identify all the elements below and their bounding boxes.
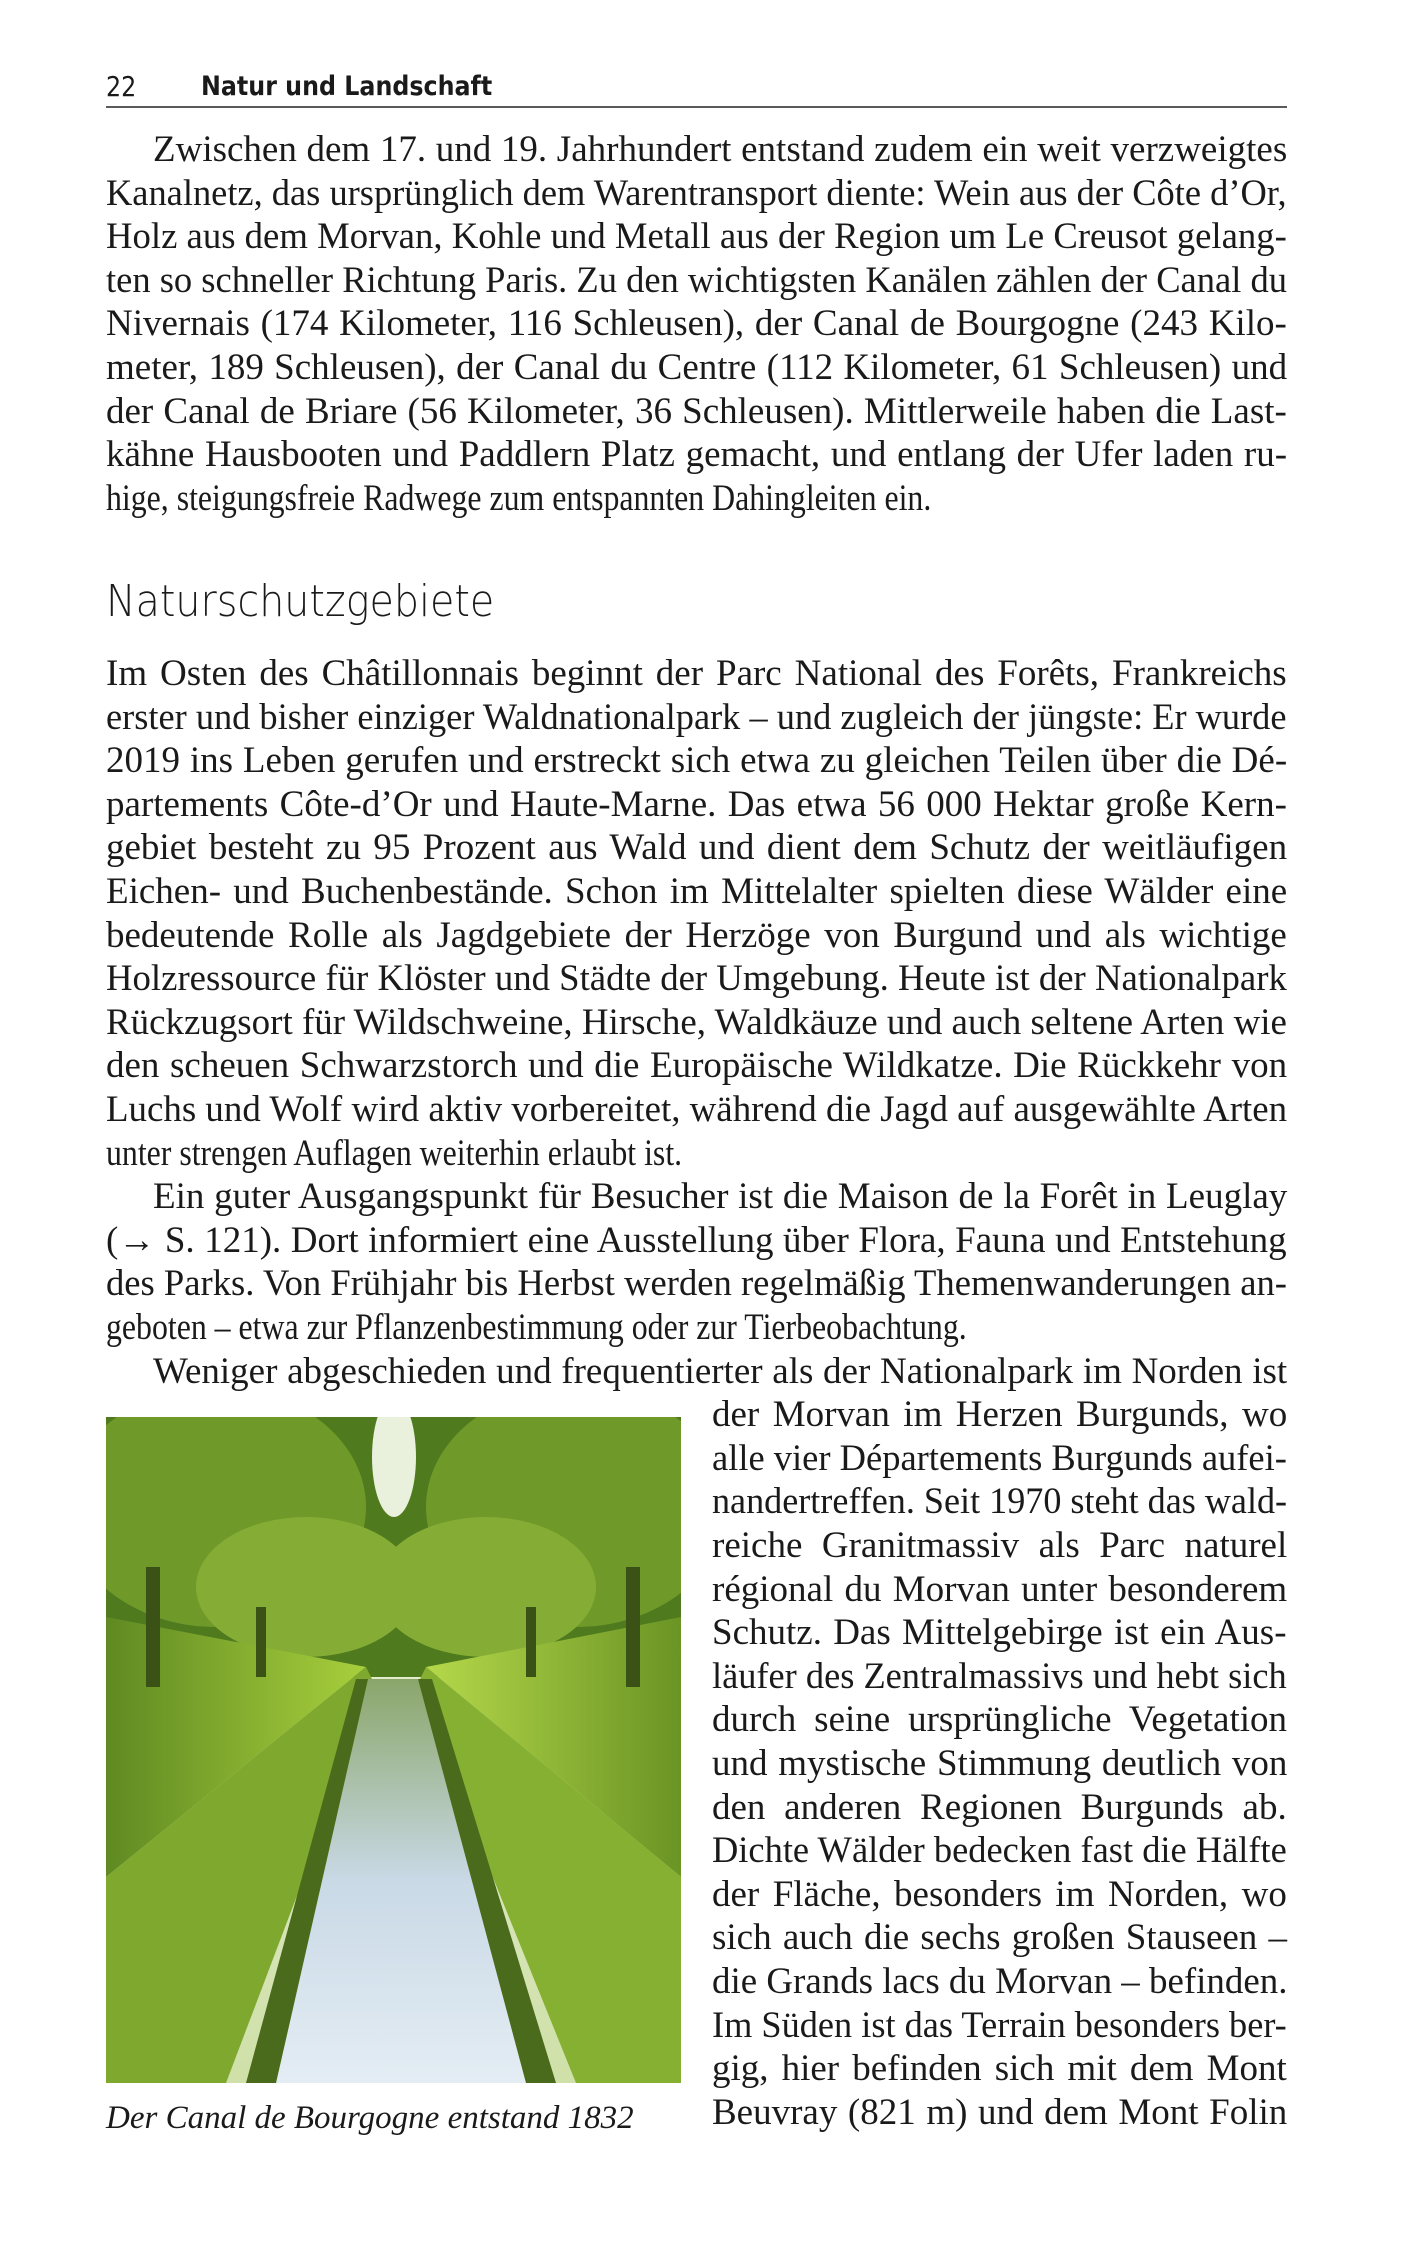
section-heading: Naturschutzgebiete xyxy=(106,576,495,627)
header-rule xyxy=(106,106,1287,108)
text-line: Kanalnetz, das ursprünglich dem Warentransport diente: Wein aus der Côte d’Or, xyxy=(106,172,1287,214)
text-line: geboten – etwa zur Pflanzenbestimmung oder zur Tierbeobachtung. xyxy=(106,1307,967,1348)
text-line: der Canal de Briare (56 Kilometer, 36 Schleusen). Mittlerweile haben die Last- xyxy=(106,390,1287,432)
text-line: der Morvan im Herzen Burgunds, wo xyxy=(712,1394,1288,1436)
text-line: bedeutende Rolle als Jagdgebiete der Herzöge von Burgund und als wichtige xyxy=(106,914,1287,956)
text-line: Holz aus dem Morvan, Kohle und Metall aus der Region um Le Creusot gelang- xyxy=(106,216,1287,258)
text-line: meter, 189 Schleusen), der Canal du Centre (112 Kilometer, 61 Schleusen) und xyxy=(106,347,1288,388)
text-line: Rückzugsort für Wildschweine, Hirsche, Waldkäuze und auch seltene Arten wie xyxy=(106,1001,1287,1043)
text-line: Ein guter Ausgangspunkt für Besucher ist die Maison de la Forêt in Leuglay xyxy=(153,1176,1288,1218)
text-line: régional du Morvan unter besonderem xyxy=(712,1568,1288,1610)
text-line: und mystische Stimmung deutlich von xyxy=(712,1743,1288,1784)
text-line: Luchs und Wolf wird aktiv vorbereitet, während die Jagd auf ausgewählte Arten xyxy=(106,1089,1288,1130)
text-line: 2019 ins Leben gerufen und erstreckt sich etwa zu gleichen Teilen über die Dé- xyxy=(106,740,1288,782)
text-line: läufer des Zentralmassivs und hebt sich xyxy=(712,1655,1287,1697)
text-line: den anderen Regionen Burgunds ab. xyxy=(712,1786,1287,1828)
text-line: hige, steigungsfreie Radwege zum entspannten Dahingleiten ein. xyxy=(106,477,932,519)
canal-photo-illustration xyxy=(106,1417,681,2083)
figure-caption: Der Canal de Bourgogne entstand 1832 xyxy=(106,2100,634,2136)
text-line: sich auch die sechs großen Stauseen – xyxy=(712,1917,1288,1959)
text-line: unter strengen Auflagen weiterhin erlaubt ist. xyxy=(106,1132,683,1174)
text-line: Nivernais (174 Kilometer, 116 Schleusen), der Canal de Bourgogne (243 Kilo- xyxy=(106,303,1287,345)
text-line: der Fläche, besonders im Norden, wo xyxy=(712,1873,1287,1915)
text-line: die Grands lacs du Morvan – befinden. xyxy=(712,1961,1288,2002)
text-line: den scheuen Schwarzstorch und die Europäische Wildkatze. Die Rückkehr von xyxy=(106,1045,1288,1087)
text-line: Im Süden ist das Terrain besonders ber- xyxy=(712,2004,1287,2046)
text-line: durch seine ursprüngliche Vegetation xyxy=(712,1699,1288,1741)
text-line: (→ S. 121). Dort informiert eine Ausstellung über Flora, Fauna und Entstehung xyxy=(106,1219,1287,1261)
text-line: Schutz. Das Mittelgebirge ist ein Aus- xyxy=(712,1612,1287,1654)
text-line: gebiet besteht zu 95 Prozent aus Wald und dient dem Schutz der weitläufigen xyxy=(106,827,1288,869)
text-line: kähne Hausbooten und Paddlern Platz gemacht, und entlang der Ufer laden ru- xyxy=(106,434,1288,476)
text-line: reiche Granitmassiv als Parc naturel xyxy=(712,1525,1288,1566)
text-line: partements Côte-d’Or und Haute-Marne. Das etwa 56 000 Hektar große Kern- xyxy=(106,783,1287,825)
text-line: ten so schneller Richtung Paris. Zu den wichtigsten Kanälen zählen der Canal du xyxy=(106,259,1287,301)
canal-photo xyxy=(106,1417,681,2083)
section-title: Natur und Landschaft xyxy=(201,71,493,102)
text-line: Beuvray (821 m) und dem Mont Folin xyxy=(712,2091,1288,2133)
text-line: Im Osten des Châtillonnais beginnt der Parc National des Forêts, Frankreichs xyxy=(106,653,1287,694)
text-line: alle vier Départements Burgunds aufei- xyxy=(712,1437,1287,1479)
text-line: gig, hier befinden sich mit dem Mont xyxy=(712,2048,1287,2090)
text-line: nandertreffen. Seit 1970 steht das wald- xyxy=(712,1481,1288,1523)
text-line: Zwischen dem 17. und 19. Jahrhundert entstand zudem ein weit verzweigtes xyxy=(153,129,1288,170)
text-line: Eichen- und Buchenbestände. Schon im Mittelalter spielten diese Wälder eine xyxy=(106,871,1288,912)
text-line: Weniger abgeschieden und frequentierter als der Nationalpark im Norden ist xyxy=(153,1350,1288,1392)
text-line: Holzressource für Klöster und Städte der Umgebung. Heute ist der Nationalpark xyxy=(106,958,1287,1000)
text-line: Dichte Wälder bedecken fast die Hälfte xyxy=(712,1830,1287,1872)
text-line: erster und bisher einziger Waldnationalpark – und zugleich der jüngste: Er wurde xyxy=(106,696,1287,738)
text-line: des Parks. Von Frühjahr bis Herbst werden regelmäßig Themenwanderungen an- xyxy=(106,1263,1287,1305)
page-number: 22 xyxy=(106,70,137,103)
